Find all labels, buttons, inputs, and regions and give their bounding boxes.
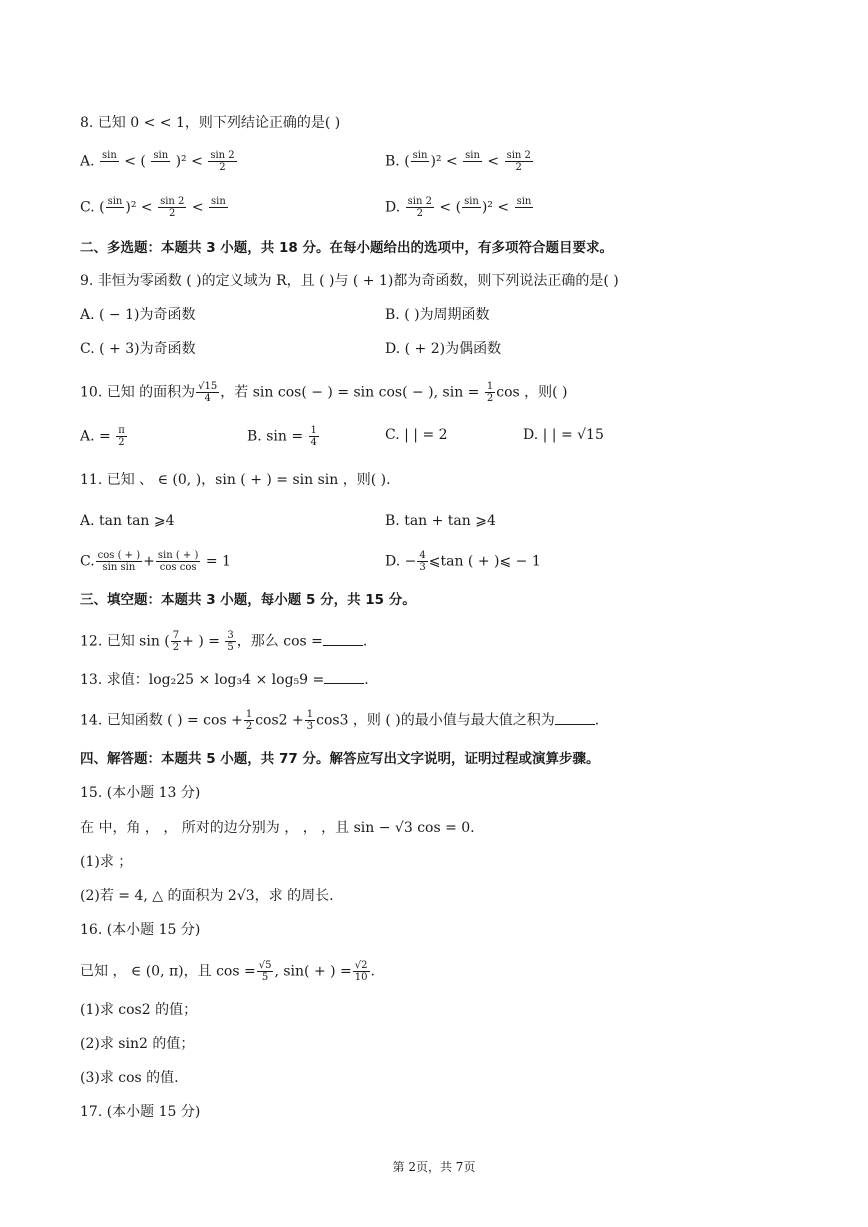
- q16-part-2: (2)求 sin2 的值；: [80, 1036, 195, 1052]
- q11-option-c: C. $\frac{\cos ( + )}{\text{sin sin}}$ + $\frac{\sin ( + )}{\text{cos cos}}$ = 1: [80, 550, 231, 573]
- q15-line-1: 在 中，角 ， ， 所对的边分别为 ， ， ，且 sin − √3 cos = 0.: [80, 820, 475, 836]
- answer-blank: [555, 712, 595, 725]
- section-2-heading: 二、多选题：本题共 3 小题，共 18 分。在每小题给出的选项中，有多项符合题目要求。: [80, 240, 613, 256]
- q9-option-a: A. ( − 1)为奇函数: [80, 307, 196, 323]
- q16-part-3: (3)求 cos 的值.: [80, 1070, 179, 1086]
- q10-option-c: C. | | = 2: [385, 427, 448, 443]
- q9-option-b: B. ( )为周期函数: [385, 307, 490, 323]
- page-footer: 第 2页，共 7页: [392, 1160, 476, 1174]
- q14: 14. 已知函数 ( ) = cos + $\frac{1}{2}$ cos2 + $\frac{1}{3}$ cos3 ，则 ( )的最小值与最大值之积为 .: [80, 709, 600, 732]
- q10-option-b: B. sin = $\frac{1}{4}$: [247, 425, 317, 448]
- q17-heading: 17. (本小题 15 分): [80, 1104, 201, 1120]
- q11-stem: 11. 已知 、 ∈ (0, )，sin ( + ) = sin sin ，则( ).: [80, 472, 391, 488]
- q9-option-c: C. ( + 3)为奇函数: [80, 341, 196, 357]
- q8-option-a: A. sin < ( sin )² < $\frac{\sin 2}{2}$: [80, 150, 235, 173]
- q16-heading: 16. (本小题 15 分): [80, 922, 201, 938]
- q9-option-d: D. ( + 2)为偶函数: [385, 341, 502, 357]
- q16-part-1: (1)求 cos2 的值；: [80, 1002, 198, 1018]
- q8-option-c: C. ( sin )² < $\frac{\sin 2}{2}$ < sin: [80, 196, 226, 219]
- q11-option-a: A. tan tan ⩾4: [80, 513, 175, 529]
- q8-stem: 8. 已知 0 < < 1，则下列结论正确的是( ): [80, 115, 341, 131]
- q13: 13. 求值：log₂25 × log₃4 × log₅9 = .: [80, 672, 369, 688]
- q9-stem: 9. 非恒为零函数 ( )的定义域为 R，且 ( )与 ( + 1)都为奇函数，则下列说法正确的是( ): [80, 273, 619, 289]
- q15-heading: 15. (本小题 13 分): [80, 785, 201, 801]
- q8-option-b: B. ( sin )² < sin < $\frac{\sin 2}{2}$: [385, 150, 531, 173]
- q8-option-d: D. $\frac{\sin 2}{2}$ < ( sin )² < sin: [385, 196, 532, 219]
- q10-stem: 10. 已知 的面积为 $\frac{√15}{4}$ ，若 sin cos( − ) = sin cos( − ), sin = $\frac{1}{2}$ cos ，则( ): [80, 381, 568, 404]
- answer-blank: [323, 633, 363, 646]
- q12: 12. 已知 sin ( $\frac{7}{2}$ + ) = $\frac{3}{5}$ ，那么 cos = .: [80, 630, 368, 653]
- q10-option-d: D. | | = √15: [523, 427, 604, 443]
- section-3-heading: 三、填空题：本题共 3 小题，每小题 5 分，共 15 分。: [80, 592, 416, 608]
- q15-part-2: (2)若 = 4, △ 的面积为 2√3，求 的周长.: [80, 888, 334, 904]
- q16-line-1: 已知 ， ∈ (0, π)，且 cos = $\frac{√5}{5}$ , sin( + ) = $\frac{√2}{10}$ .: [80, 960, 375, 983]
- q11-option-d: D. − $\frac{4}{3}$ ⩽tan ( + )⩽ − 1: [385, 550, 541, 573]
- q10-option-a: A. = $\frac{\pi}{2}$: [80, 425, 125, 448]
- section-4-heading: 四、解答题：本题共 5 小题，共 77 分。解答应写出文字说明，证明过程或演算步骤。: [80, 751, 600, 767]
- q11-option-b: B. tan + tan ⩾4: [385, 513, 496, 529]
- answer-blank: [324, 671, 364, 684]
- q15-part-1: (1)求 ；: [80, 854, 133, 870]
